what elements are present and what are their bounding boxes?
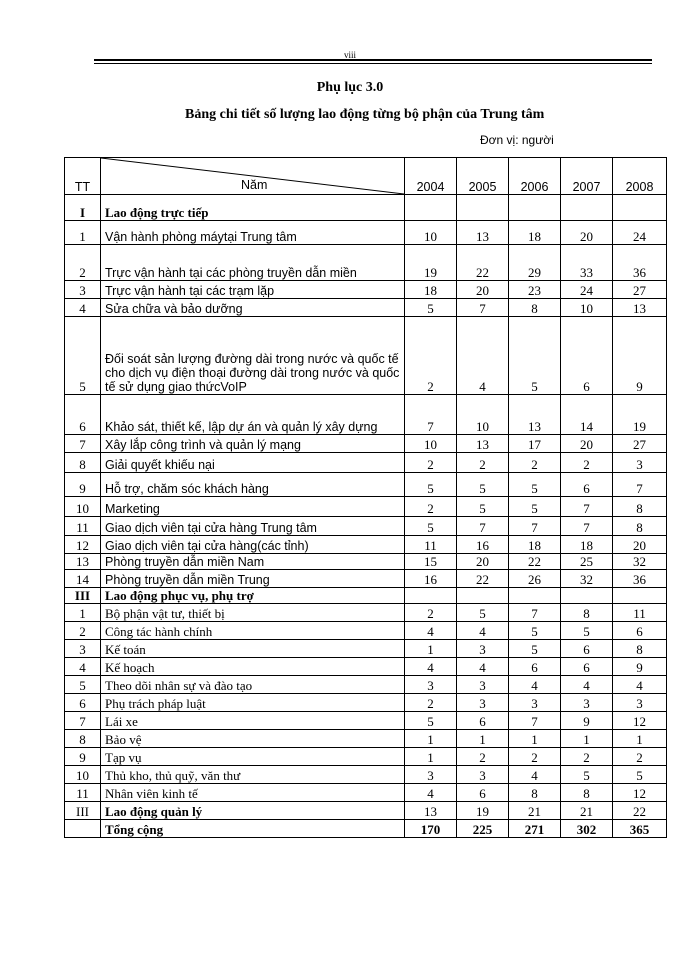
row-value: 20 bbox=[561, 221, 613, 245]
row-tt: III bbox=[65, 802, 101, 820]
row-value: 12 bbox=[613, 712, 667, 730]
row-name: Kế toán bbox=[101, 640, 405, 658]
row-name: Trực vận hành tại các phòng truyền dẫn miền bbox=[101, 245, 405, 281]
table-row bbox=[65, 604, 667, 622]
row-value: 36 bbox=[613, 570, 667, 588]
row-value: 3 bbox=[613, 453, 667, 473]
row-value bbox=[613, 195, 667, 221]
row-name: Marketing bbox=[101, 497, 405, 517]
row-value: 5 bbox=[613, 766, 667, 784]
header-year: 2006 bbox=[509, 158, 561, 195]
row-name: Phòng truyền dẫn miền Nam bbox=[101, 554, 405, 570]
row-name: Lao động phục vụ, phụ trợ bbox=[101, 588, 405, 604]
row-value: 20 bbox=[613, 536, 667, 554]
header-rule-thin bbox=[94, 63, 652, 64]
row-value bbox=[405, 195, 457, 221]
row-tt: 7 bbox=[65, 435, 101, 453]
row-value: 2 bbox=[457, 453, 509, 473]
row-value: 13 bbox=[457, 221, 509, 245]
table-row bbox=[65, 245, 667, 281]
row-value: 6 bbox=[613, 622, 667, 640]
row-tt: 5 bbox=[65, 317, 101, 395]
table-row bbox=[65, 640, 667, 658]
row-name: Trực vận hành tại các trạm lặp bbox=[101, 281, 405, 299]
row-value: 2 bbox=[509, 453, 561, 473]
row-value: 5 bbox=[405, 517, 457, 536]
row-value: 13 bbox=[613, 299, 667, 317]
row-value: 17 bbox=[509, 435, 561, 453]
row-value: 6 bbox=[457, 712, 509, 730]
row-value: 15 bbox=[405, 554, 457, 570]
table-row bbox=[65, 802, 667, 820]
row-value: 9 bbox=[613, 317, 667, 395]
row-value: 13 bbox=[457, 435, 509, 453]
table-row bbox=[65, 435, 667, 453]
row-value: 21 bbox=[509, 802, 561, 820]
header-rule-thick bbox=[94, 59, 652, 61]
row-value: 18 bbox=[561, 536, 613, 554]
row-value: 5 bbox=[561, 766, 613, 784]
row-value: 23 bbox=[509, 281, 561, 299]
row-value: 10 bbox=[405, 221, 457, 245]
row-value: 2 bbox=[405, 453, 457, 473]
row-name: Lái xe bbox=[101, 712, 405, 730]
row-tt: 9 bbox=[65, 473, 101, 497]
row-value: 6 bbox=[561, 640, 613, 658]
row-value: 8 bbox=[561, 604, 613, 622]
table-row bbox=[65, 281, 667, 299]
row-value bbox=[561, 588, 613, 604]
row-value: 225 bbox=[457, 820, 509, 838]
header-year: 2008 bbox=[613, 158, 667, 195]
row-value: 3 bbox=[457, 766, 509, 784]
row-value: 3 bbox=[457, 694, 509, 712]
row-tt: 6 bbox=[65, 395, 101, 435]
row-value: 5 bbox=[457, 497, 509, 517]
row-name: Giải quyết khiếu nại bbox=[101, 453, 405, 473]
table-row bbox=[65, 748, 667, 766]
row-value: 25 bbox=[561, 554, 613, 570]
row-name: Thủ kho, thủ quỹ, văn thư bbox=[101, 766, 405, 784]
row-value bbox=[405, 588, 457, 604]
row-value: 5 bbox=[561, 622, 613, 640]
row-value: 21 bbox=[561, 802, 613, 820]
row-name: Lao động trực tiếp bbox=[101, 195, 405, 221]
row-value: 2 bbox=[405, 694, 457, 712]
row-value: 3 bbox=[561, 694, 613, 712]
row-name: Khảo sát, thiết kế, lập dự án và quản lý xây dựng bbox=[101, 395, 405, 435]
row-value: 24 bbox=[613, 221, 667, 245]
row-value bbox=[613, 588, 667, 604]
row-value: 16 bbox=[457, 536, 509, 554]
row-name: Giao dịch viên tại cửa hàng(các tỉnh) bbox=[101, 536, 405, 554]
table-row bbox=[65, 712, 667, 730]
row-value: 13 bbox=[405, 802, 457, 820]
row-value: 6 bbox=[561, 473, 613, 497]
row-tt: 14 bbox=[65, 570, 101, 588]
row-value: 4 bbox=[457, 622, 509, 640]
table-title: Bảng chi tiết số lượng lao động từng bộ phận của Trung tâm bbox=[185, 107, 545, 122]
row-value: 32 bbox=[613, 554, 667, 570]
row-tt: 4 bbox=[65, 299, 101, 317]
row-tt: 11 bbox=[65, 517, 101, 536]
table-row bbox=[65, 317, 667, 395]
row-value: 2 bbox=[561, 453, 613, 473]
row-value: 11 bbox=[613, 604, 667, 622]
row-name: Đối soát sản lượng đường dài trong nước và quốc tế cho dịch vụ điện thoại đường dài trong nước và quốc tế sử dụng giao thứcVoIP bbox=[101, 317, 405, 395]
row-value: 29 bbox=[509, 245, 561, 281]
row-value: 1 bbox=[457, 730, 509, 748]
row-value: 5 bbox=[457, 473, 509, 497]
row-tt: 13 bbox=[65, 554, 101, 570]
row-value: 8 bbox=[509, 299, 561, 317]
row-tt: 2 bbox=[65, 245, 101, 281]
row-value: 1 bbox=[405, 748, 457, 766]
row-value: 4 bbox=[405, 784, 457, 802]
table-row bbox=[65, 554, 667, 570]
table-row bbox=[65, 694, 667, 712]
row-tt: 8 bbox=[65, 730, 101, 748]
page-number: viii bbox=[343, 50, 356, 60]
row-value: 7 bbox=[613, 473, 667, 497]
row-value bbox=[457, 195, 509, 221]
table-body bbox=[65, 158, 667, 838]
row-value: 2 bbox=[613, 748, 667, 766]
row-value: 32 bbox=[561, 570, 613, 588]
row-name: Theo dõi nhân sự và đào tạo bbox=[101, 676, 405, 694]
row-value: 10 bbox=[457, 395, 509, 435]
row-value: 19 bbox=[405, 245, 457, 281]
row-value: 22 bbox=[457, 245, 509, 281]
row-value: 6 bbox=[457, 784, 509, 802]
row-tt: I bbox=[65, 195, 101, 221]
row-value: 20 bbox=[457, 554, 509, 570]
row-value: 1 bbox=[561, 730, 613, 748]
row-value: 8 bbox=[561, 784, 613, 802]
row-value: 271 bbox=[509, 820, 561, 838]
row-value: 4 bbox=[561, 676, 613, 694]
row-name: Lao động quản lý bbox=[101, 802, 405, 820]
header-year: 2004 bbox=[405, 158, 457, 195]
row-name: Sửa chữa và bảo dưỡng bbox=[101, 299, 405, 317]
table-row bbox=[65, 453, 667, 473]
row-tt: 9 bbox=[65, 748, 101, 766]
row-value: 4 bbox=[405, 622, 457, 640]
table-row bbox=[65, 766, 667, 784]
row-value: 7 bbox=[457, 517, 509, 536]
row-value: 9 bbox=[613, 658, 667, 676]
table-row bbox=[65, 299, 667, 317]
row-tt: 1 bbox=[65, 604, 101, 622]
row-value bbox=[561, 195, 613, 221]
row-name: Công tác hành chính bbox=[101, 622, 405, 640]
header-tt: TT bbox=[65, 158, 101, 195]
table-row bbox=[65, 395, 667, 435]
row-value: 7 bbox=[405, 395, 457, 435]
header-year: 2005 bbox=[457, 158, 509, 195]
row-value: 5 bbox=[457, 604, 509, 622]
row-value: 5 bbox=[509, 497, 561, 517]
row-value: 170 bbox=[405, 820, 457, 838]
row-value: 2 bbox=[457, 748, 509, 766]
row-value: 8 bbox=[613, 640, 667, 658]
row-tt: 10 bbox=[65, 766, 101, 784]
row-tt: 6 bbox=[65, 694, 101, 712]
row-value: 7 bbox=[561, 517, 613, 536]
table-row bbox=[65, 195, 667, 221]
row-value: 3 bbox=[457, 640, 509, 658]
row-value: 6 bbox=[561, 658, 613, 676]
row-value: 22 bbox=[613, 802, 667, 820]
table-row bbox=[65, 622, 667, 640]
row-value: 1 bbox=[405, 730, 457, 748]
table-row bbox=[65, 820, 667, 838]
header-nam-label: Năm bbox=[241, 178, 268, 192]
row-tt: 2 bbox=[65, 622, 101, 640]
row-value: 2 bbox=[561, 748, 613, 766]
row-value: 5 bbox=[509, 622, 561, 640]
row-value: 22 bbox=[509, 554, 561, 570]
row-name: Giao dịch viên tại cửa hàng Trung tâm bbox=[101, 517, 405, 536]
row-name: Phòng truyền dẫn miền Trung bbox=[101, 570, 405, 588]
row-value: 19 bbox=[457, 802, 509, 820]
row-value: 4 bbox=[457, 658, 509, 676]
row-value: 19 bbox=[613, 395, 667, 435]
row-value: 7 bbox=[561, 497, 613, 517]
row-value: 3 bbox=[509, 694, 561, 712]
row-value: 3 bbox=[457, 676, 509, 694]
table-row bbox=[65, 730, 667, 748]
row-name: Bảo vệ bbox=[101, 730, 405, 748]
row-value bbox=[457, 588, 509, 604]
row-value: 7 bbox=[509, 604, 561, 622]
row-value: 302 bbox=[561, 820, 613, 838]
row-name: Hỗ trợ, chăm sóc khách hàng bbox=[101, 473, 405, 497]
row-value: 6 bbox=[509, 658, 561, 676]
table-row bbox=[65, 473, 667, 497]
row-value: 20 bbox=[457, 281, 509, 299]
row-name: Tạp vụ bbox=[101, 748, 405, 766]
row-value: 8 bbox=[509, 784, 561, 802]
table-row bbox=[65, 588, 667, 604]
row-tt: 4 bbox=[65, 658, 101, 676]
table-header-row bbox=[65, 158, 667, 195]
row-value: 33 bbox=[561, 245, 613, 281]
row-value: 2 bbox=[405, 604, 457, 622]
row-value: 2 bbox=[509, 748, 561, 766]
row-tt: 5 bbox=[65, 676, 101, 694]
labor-table bbox=[64, 157, 667, 838]
row-value: 3 bbox=[613, 694, 667, 712]
row-tt: 1 bbox=[65, 221, 101, 245]
row-value: 4 bbox=[457, 317, 509, 395]
row-value: 27 bbox=[613, 281, 667, 299]
row-tt: 10 bbox=[65, 497, 101, 517]
row-value: 4 bbox=[509, 766, 561, 784]
row-value: 24 bbox=[561, 281, 613, 299]
row-value: 1 bbox=[405, 640, 457, 658]
row-value: 18 bbox=[509, 536, 561, 554]
row-value: 7 bbox=[509, 517, 561, 536]
table-row bbox=[65, 658, 667, 676]
row-value: 8 bbox=[613, 517, 667, 536]
row-value: 1 bbox=[613, 730, 667, 748]
header-year: 2007 bbox=[561, 158, 613, 195]
row-value: 27 bbox=[613, 435, 667, 453]
appendix-title: Phụ lục 3.0 bbox=[316, 80, 384, 95]
row-value: 6 bbox=[561, 317, 613, 395]
row-value: 5 bbox=[405, 473, 457, 497]
row-tt: 3 bbox=[65, 281, 101, 299]
table-row bbox=[65, 517, 667, 536]
row-tt: 3 bbox=[65, 640, 101, 658]
row-value: 18 bbox=[509, 221, 561, 245]
row-value: 5 bbox=[509, 640, 561, 658]
row-value: 3 bbox=[405, 676, 457, 694]
row-value: 4 bbox=[509, 676, 561, 694]
row-value: 9 bbox=[561, 712, 613, 730]
row-value: 5 bbox=[509, 473, 561, 497]
row-tt: 8 bbox=[65, 453, 101, 473]
row-tt: 12 bbox=[65, 536, 101, 554]
table-row bbox=[65, 221, 667, 245]
row-value: 5 bbox=[405, 299, 457, 317]
table-row bbox=[65, 570, 667, 588]
row-value: 7 bbox=[457, 299, 509, 317]
row-name: Nhân viên kinh tế bbox=[101, 784, 405, 802]
row-value: 16 bbox=[405, 570, 457, 588]
row-name: Xây lắp công trình và quản lý mạng bbox=[101, 435, 405, 453]
row-value: 8 bbox=[613, 497, 667, 517]
table-row bbox=[65, 676, 667, 694]
unit-label: Đơn vị: người bbox=[480, 133, 554, 147]
row-tt: 11 bbox=[65, 784, 101, 802]
row-value: 2 bbox=[405, 497, 457, 517]
row-value: 12 bbox=[613, 784, 667, 802]
row-value: 4 bbox=[613, 676, 667, 694]
row-value: 5 bbox=[405, 712, 457, 730]
row-value: 1 bbox=[509, 730, 561, 748]
row-name: Phụ trách pháp luật bbox=[101, 694, 405, 712]
row-value: 36 bbox=[613, 245, 667, 281]
row-value: 7 bbox=[509, 712, 561, 730]
table-row bbox=[65, 497, 667, 517]
row-value bbox=[509, 195, 561, 221]
row-value: 26 bbox=[509, 570, 561, 588]
row-value: 20 bbox=[561, 435, 613, 453]
row-value: 18 bbox=[405, 281, 457, 299]
row-value: 4 bbox=[405, 658, 457, 676]
row-value: 13 bbox=[509, 395, 561, 435]
row-name: Kế hoạch bbox=[101, 658, 405, 676]
row-value: 10 bbox=[405, 435, 457, 453]
row-tt: III bbox=[65, 588, 101, 604]
row-value: 10 bbox=[561, 299, 613, 317]
row-value: 5 bbox=[509, 317, 561, 395]
row-value: 3 bbox=[405, 766, 457, 784]
table-row bbox=[65, 536, 667, 554]
row-value: 365 bbox=[613, 820, 667, 838]
row-value: 11 bbox=[405, 536, 457, 554]
row-value: 14 bbox=[561, 395, 613, 435]
row-name: Vận hành phòng máytại Trung tâm bbox=[101, 221, 405, 245]
row-tt bbox=[65, 820, 101, 838]
row-value bbox=[509, 588, 561, 604]
table-row bbox=[65, 784, 667, 802]
row-name: Bộ phận vật tư, thiết bị bbox=[101, 604, 405, 622]
row-value: 2 bbox=[405, 317, 457, 395]
row-value: 22 bbox=[457, 570, 509, 588]
row-tt: 7 bbox=[65, 712, 101, 730]
header-year-diagonal-cell bbox=[101, 158, 405, 195]
row-name: Tổng cộng bbox=[101, 820, 405, 838]
